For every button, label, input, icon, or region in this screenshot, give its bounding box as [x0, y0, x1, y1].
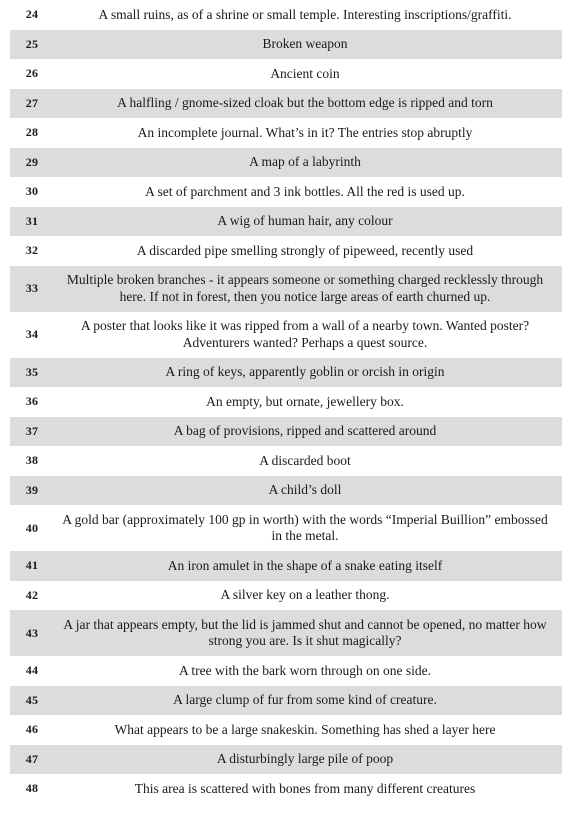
- row-description: A bag of provisions, ripped and scattered around: [173, 423, 437, 438]
- row-description: An empty, but ornate, jewellery box.: [206, 393, 404, 409]
- row-number: 34: [25, 327, 39, 341]
- row-number: 42: [25, 587, 39, 602]
- row-number: 48: [25, 781, 39, 796]
- table-row: [10, 745, 562, 775]
- row-number: 33: [25, 281, 39, 295]
- row-description: A jar that appears empty, but the lid is jammed shut and cannot be opened, no matter how strong you are. Is it shut magically?: [63, 616, 547, 648]
- row-number: 28: [25, 125, 39, 140]
- row-number: 36: [25, 394, 39, 409]
- row-description: A set of parchment and 3 ink bottles. All the red is used up.: [145, 183, 465, 199]
- row-number: 25: [25, 36, 39, 51]
- row-description: What appears to be a large snakeskin. Something has shed a layer here: [114, 721, 496, 737]
- row-description: A gold bar (approximately 100 gp in worth) with the words “Imperial Buillion” embossed in the metal.: [62, 511, 548, 543]
- row-number: 32: [25, 243, 39, 258]
- row-description: A silver key on a leather thong.: [220, 587, 390, 602]
- table-row: [10, 0, 562, 30]
- row-description: An iron amulet in the shape of a snake eating itself: [167, 557, 443, 573]
- row-description: A discarded boot: [259, 452, 351, 468]
- row-description: A map of a labyrinth: [249, 154, 361, 169]
- row-number: 37: [25, 423, 39, 438]
- table-row: [10, 505, 562, 551]
- table-row: [10, 686, 562, 716]
- table-row: [10, 581, 562, 611]
- table-row: [10, 715, 562, 745]
- row-description: A ring of keys, apparently goblin or orcish in origin: [165, 364, 445, 379]
- row-number: 30: [25, 184, 39, 199]
- row-number: 35: [25, 364, 39, 379]
- row-description: A wig of human hair, any colour: [217, 213, 393, 228]
- row-number: 47: [25, 751, 39, 766]
- table-row: [10, 417, 562, 447]
- row-number: 45: [25, 692, 39, 707]
- row-number: 40: [25, 520, 39, 535]
- row-number: 39: [25, 482, 39, 497]
- table-row: [10, 387, 562, 417]
- encounter-table: [10, 0, 562, 804]
- row-description: A tree with the bark worn through on one side.: [179, 662, 431, 678]
- row-number: 26: [25, 66, 39, 81]
- table-row: [10, 551, 562, 581]
- row-number: 41: [25, 558, 39, 573]
- table-row: [10, 236, 562, 266]
- row-number: 43: [25, 625, 39, 640]
- row-number: 29: [25, 154, 39, 169]
- table-row: [10, 177, 562, 207]
- row-number: 46: [25, 722, 39, 737]
- table-row: [10, 610, 562, 656]
- table-row: [10, 774, 562, 804]
- row-description: A disturbingly large pile of poop: [216, 751, 394, 766]
- table-row: [10, 266, 562, 312]
- row-description: An incomplete journal. What’s in it? The entries stop abruptly: [137, 124, 473, 140]
- table-row: [10, 656, 562, 686]
- row-description: A poster that looks like it was ripped from a wall of a nearby town. Wanted poster? Adventurers wanted? Perhaps a quest source.: [80, 318, 530, 350]
- table-row: [10, 118, 562, 148]
- row-description: Multiple broken branches - it appears someone or something charged recklessly through here. If not in forest, then you notice large areas of earth churned up.: [66, 272, 544, 304]
- row-description: Broken weapon: [262, 36, 348, 51]
- table-row: [10, 207, 562, 237]
- row-number: 24: [25, 7, 39, 22]
- table-row: [10, 30, 562, 60]
- table-row: [10, 446, 562, 476]
- table-row: [10, 89, 562, 119]
- row-number: 38: [25, 453, 39, 468]
- row-description: A small ruins, as of a shrine or small temple. Interesting inscriptions/graffiti.: [98, 6, 512, 22]
- table-row: [10, 312, 562, 358]
- table-row: [10, 358, 562, 388]
- row-number: 27: [25, 95, 39, 110]
- table-row: [10, 59, 562, 89]
- row-number: 44: [25, 663, 39, 678]
- row-description: Ancient coin: [270, 65, 340, 81]
- row-description: A discarded pipe smelling strongly of pipeweed, recently used: [136, 242, 474, 258]
- row-description: A child’s doll: [268, 482, 342, 497]
- table-row: [10, 476, 562, 506]
- row-description: A halfling / gnome-sized cloak but the bottom edge is ripped and torn: [117, 95, 493, 110]
- row-description: A large clump of fur from some kind of creature.: [173, 692, 437, 707]
- row-number: 31: [25, 213, 39, 228]
- row-description: This area is scattered with bones from many different creatures: [134, 780, 476, 796]
- table-row: [10, 148, 562, 178]
